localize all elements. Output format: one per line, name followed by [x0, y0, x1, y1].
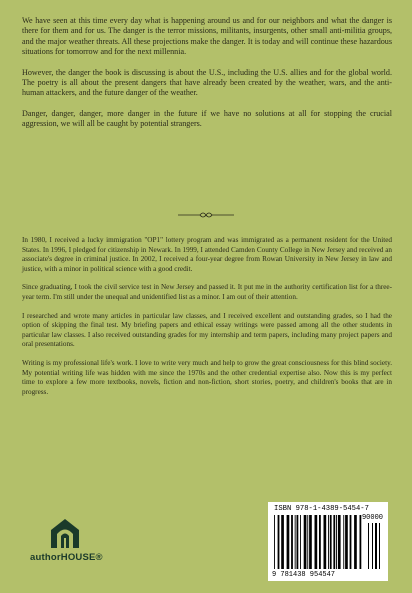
bio-paragraph-2: Since graduating, I took the civil service test in New Jersey and passed it. It put me in the authority certification list for a three-year term. I'm still under the unequal and unidentified list as a minor. I am out of their attention. — [22, 283, 392, 301]
blurb-paragraph-3: Danger, danger, danger, more danger in the future if we have no solutions at all for stopping the crucial aggression, we will all be caught by potential strangers. — [22, 108, 392, 129]
isbn-barcode — [268, 502, 388, 581]
ean-digits: 9 781438 954547 — [272, 571, 336, 579]
publisher-logo — [30, 516, 103, 576]
price-code: 90000 — [361, 514, 383, 522]
isbn-text: ISBN 978-1-4389-5454-7 — [274, 505, 369, 513]
blurb-paragraph-2: However, the danger the book is discussing is about the U.S., including the U.S. allies and for the global world. The poetry is all about the present dangers that have already been created by the weather, wars, and the anti-human attackers, and the future danger of the weather. — [22, 67, 392, 98]
book-blurb — [22, 16, 392, 140]
bio-paragraph-1: In 1980, I received a lucky immigration "OP1" lottery program and was immigrated as a permanent resident for the United States. In 1996, I pledged for citizenship in Newark. In 1999, I attended Camden County College in New Jersey and received an associate's degree in criminal justice. In 2002, I received a four-year degree from Rowan University in New Jersey in law and justice, with a minor in political science with a good credit. — [22, 236, 392, 273]
bio-paragraph-3: I researched and wrote many articles in particular law classes, and I received excellent and outstanding grades, so I had the option of skipping the final test. My briefing papers and ethical essay writings were passed among all the other students in particular law classes. I also received outstanding grades for my internship and term papers, including many project papers and oral presentations. — [22, 311, 392, 349]
barcode-bars — [274, 515, 382, 571]
bio-paragraph-4: Writing is my professional life's work. I love to write very much and help to grow the great consciousness for this blind society. My potential writing life was hidden with me since the 1970s and the other credential expertise also. Now this is my perfect time to explore a few more textbooks, novels, fiction and non-fiction, short stories, poetry, and children's books that are in progress. — [22, 358, 392, 396]
blurb-paragraph-1: We have seen at this time every day what is happening around us and for our neighbors and what the danger is there for them and for us. The danger is the terror missions, militants, insurgents, other small anti-militia groups, and the major weather threats. All these projections make the danger. It is today and will continue these hazardous situations for tomorrow and for the next millennia. — [22, 16, 392, 57]
author-bio — [22, 236, 392, 406]
ornament-divider — [176, 211, 236, 219]
publisher-house-icon — [48, 516, 82, 550]
publisher-name: authorHOUSE® — [30, 552, 103, 563]
